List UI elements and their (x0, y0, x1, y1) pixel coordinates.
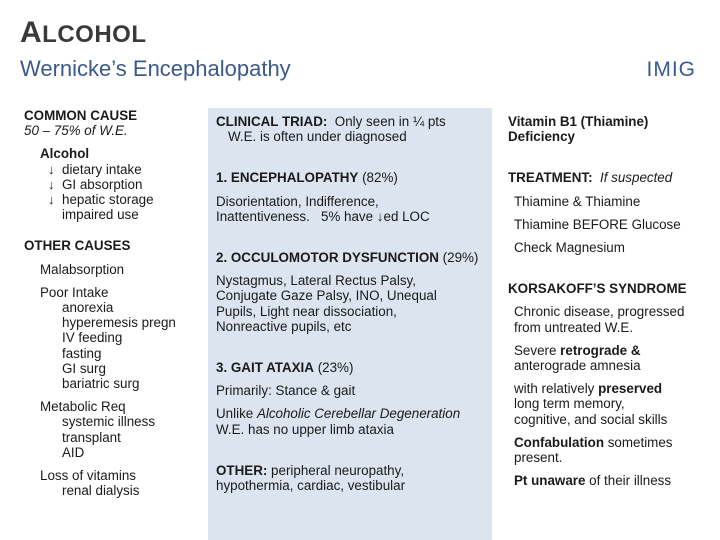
list-item: ↓ GI absorption (48, 176, 143, 192)
list-item: ↓ hepatic storage (48, 192, 154, 208)
alcohol-list (24, 162, 200, 208)
clinical-triad-note: Only seen in ¼ pts (334, 114, 446, 129)
korsakoff-text: present. (514, 450, 563, 466)
down-arrow-icon: ↓ (48, 176, 55, 192)
encephalopathy-pct: (82%) (362, 170, 398, 186)
encephalopathy-heading-line (216, 170, 484, 185)
other-heading: OTHER: (216, 462, 268, 478)
left-column (24, 108, 200, 498)
encephalopathy-heading: 1. ENCEPHALOPATHY (216, 170, 359, 186)
poor-intake: Poor Intake (40, 284, 109, 300)
list-item: systemic illness (62, 414, 156, 430)
korsakoff-text: with relatively preserved (514, 381, 663, 397)
list-item: ↓ dietary intake (48, 161, 142, 177)
occulomotor-text: Conjugate Gaze Palsy, INO, Unequal (216, 288, 437, 304)
common-cause-heading: COMMON CAUSE (24, 108, 138, 123)
malabsorption: Malabsorption (40, 261, 125, 277)
korsakoff-text: Chronic disease, progressed (514, 304, 685, 320)
loss-of-vitamins: Loss of vitamins (40, 468, 137, 484)
other-causes-heading: OTHER CAUSES (24, 238, 131, 254)
list-item: fasting (62, 345, 102, 361)
page-title (20, 16, 147, 50)
clinical-triad-heading: CLINICAL TRIAD: (216, 114, 328, 129)
korsakoff-text: Confabulation sometimes (514, 434, 673, 450)
korsakoff-text: anterograde amnesia (514, 358, 641, 374)
occulomotor-heading: 2. OCCULOMOTOR DYSFUNCTION (216, 250, 439, 266)
list-item: AID (62, 444, 85, 460)
other-line: OTHER: peripheral neuropathy, (216, 462, 405, 478)
gait-heading-line (216, 360, 484, 375)
treatment-heading: TREATMENT: (508, 170, 593, 186)
brand-logo-text: IMIG (646, 58, 696, 81)
unlike-line: Unlike Alcoholic Cerebellar Degeneration (216, 406, 461, 422)
down-arrow-icon: ↓ (48, 161, 55, 177)
page-subtitle: Wernicke’s Encephalopathy (20, 56, 291, 81)
middle-column (208, 108, 492, 540)
korsakoff-text: long term memory, (514, 396, 625, 412)
korsakoff-text: Pt unaware of their illness (514, 473, 672, 489)
gait-heading: 3. GAIT ATAXIA (216, 360, 314, 376)
other-line-2: hypothermia, cardiac, vestibular (216, 478, 406, 494)
list-item: Thiamine & Thiamine (514, 193, 641, 209)
occulomotor-pct: (29%) (442, 250, 479, 266)
occulomotor-heading-line (216, 250, 484, 265)
list-item: Thiamine BEFORE Glucose (514, 216, 681, 232)
gait-text: Primarily: Stance & gait (216, 383, 356, 399)
down-arrow-icon: ↓ (48, 192, 55, 208)
clinical-triad-line (216, 114, 484, 129)
list-item: hyperemesis pregn (62, 315, 176, 331)
list-item: anorexia (62, 300, 114, 316)
common-cause-pct: 50 – 75% of W.E. (24, 123, 128, 139)
encephalopathy-text-1: Disorientation, Indifference, (216, 193, 379, 209)
gait-pct: (23%) (317, 360, 354, 376)
down-arrow-icon: ↓ (376, 208, 384, 224)
korsakoff-text: from untreated W.E. (514, 319, 634, 335)
list-item: GI surg (62, 360, 106, 376)
vitamin-heading: Vitamin B1 (Thiamine) (508, 114, 649, 129)
encephalopathy-text-2: Inattentiveness. 5% have ↓ed LOC (216, 208, 430, 224)
list-item: IV feeding (62, 330, 123, 346)
impaired-use: impaired use (62, 207, 139, 223)
occulomotor-text: Pupils, Light near dissociation, (216, 303, 397, 319)
title-rest: LCOHOL (42, 21, 147, 48)
treatment-line (508, 170, 708, 185)
list-item: bariatric surg (62, 376, 140, 392)
right-column (508, 108, 708, 488)
list-item: transplant (62, 429, 121, 445)
metabolic-req: Metabolic Req (40, 399, 126, 415)
title-first-letter: A (20, 16, 43, 49)
occulomotor-text: Nonreactive pupils, etc (216, 318, 352, 334)
korsakoff-heading: KORSAKOFF’S SYNDROME (508, 281, 687, 297)
unlike-line-2: W.E. has no upper limb ataxia (216, 421, 394, 437)
treatment-note: If suspected (600, 170, 673, 186)
alcohol-label: Alcohol (40, 146, 90, 162)
vitamin-heading-2: Deficiency (508, 129, 575, 145)
clinical-triad-sub: W.E. is often under diagnosed (228, 129, 407, 145)
korsakoff-text: Severe retrograde & (514, 342, 641, 358)
korsakoff-text: cognitive, and social skills (514, 411, 668, 427)
list-item: Check Magnesium (514, 240, 625, 256)
occulomotor-text: Nystagmus, Lateral Rectus Palsy, (216, 273, 416, 289)
list-item: renal dialysis (62, 483, 140, 499)
